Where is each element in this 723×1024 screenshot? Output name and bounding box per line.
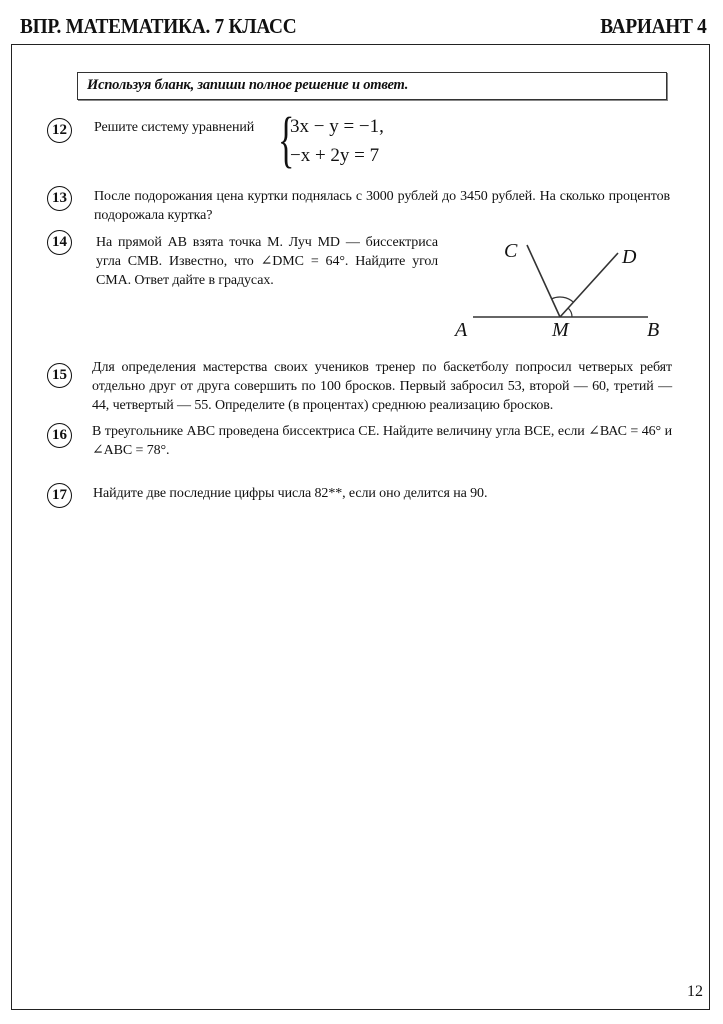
equation-2: −x + 2y = 7 (290, 145, 380, 166)
variant-label: ВАРИАНТ 4 (600, 14, 707, 38)
equation-system (278, 106, 408, 179)
task-16-text: В треугольнике АВС проведена биссектриса СЕ. Найдите величину угла ВСЕ, если ∠ВАС = 46° и ∠АВС = 78°. (92, 424, 672, 458)
angle-arc-cmd (552, 297, 574, 302)
label-c: C (504, 240, 518, 262)
angle-diagram (440, 230, 680, 350)
task-number-badge: 12 (47, 118, 72, 143)
label-a: A (455, 319, 468, 341)
page-number: 12 (687, 983, 703, 1000)
label-b: B (647, 319, 660, 341)
task-number-badge: 17 (47, 483, 72, 508)
angle-arc-dmb (568, 308, 572, 317)
ray-md (560, 253, 618, 317)
instruction-box (77, 72, 667, 100)
task-15-text: Для определения мастерства своих учеников тренер по баскетболу попросил четверых ребят отдельно друг от друга совершить по 100 бросков. Первый забросил 53, второй — 60, третий — 44, четвертый — 55. Определите (в процентах) среднюю реализацию бросков. (92, 360, 672, 413)
task-14-text: На прямой АВ взята точка М. Луч MD — биссектриса угла СМВ. Известно, что ∠DMC = 64°. Найдите угол СМА. Ответ дайте в градусах. (96, 235, 438, 288)
instruction-text: Используя бланк, запиши полное решение и ответ. (87, 77, 409, 93)
task-number-badge: 15 (47, 363, 72, 388)
document-title: ВПР. МАТЕМАТИКА. 7 КЛАСС (20, 14, 297, 38)
task-number-badge: 16 (47, 423, 72, 448)
brace-symbol: { (278, 106, 295, 174)
label-m: M (552, 319, 569, 341)
task-13-text: После подорожания цена куртки поднялась с 3000 рублей до 3450 рублей. На сколько процентов подорожала куртка? (94, 189, 670, 223)
ray-mc (527, 245, 560, 317)
task-12-text: Решите систему уравнений (94, 120, 255, 135)
task-number-badge: 13 (47, 186, 72, 211)
label-d: D (622, 246, 637, 268)
equation-1: 3x − y = −1, (290, 116, 384, 137)
task-17-text: Найдите две последние цифры числа 82**, если оно делится на 90. (93, 486, 488, 501)
task-number-badge: 14 (47, 230, 72, 255)
